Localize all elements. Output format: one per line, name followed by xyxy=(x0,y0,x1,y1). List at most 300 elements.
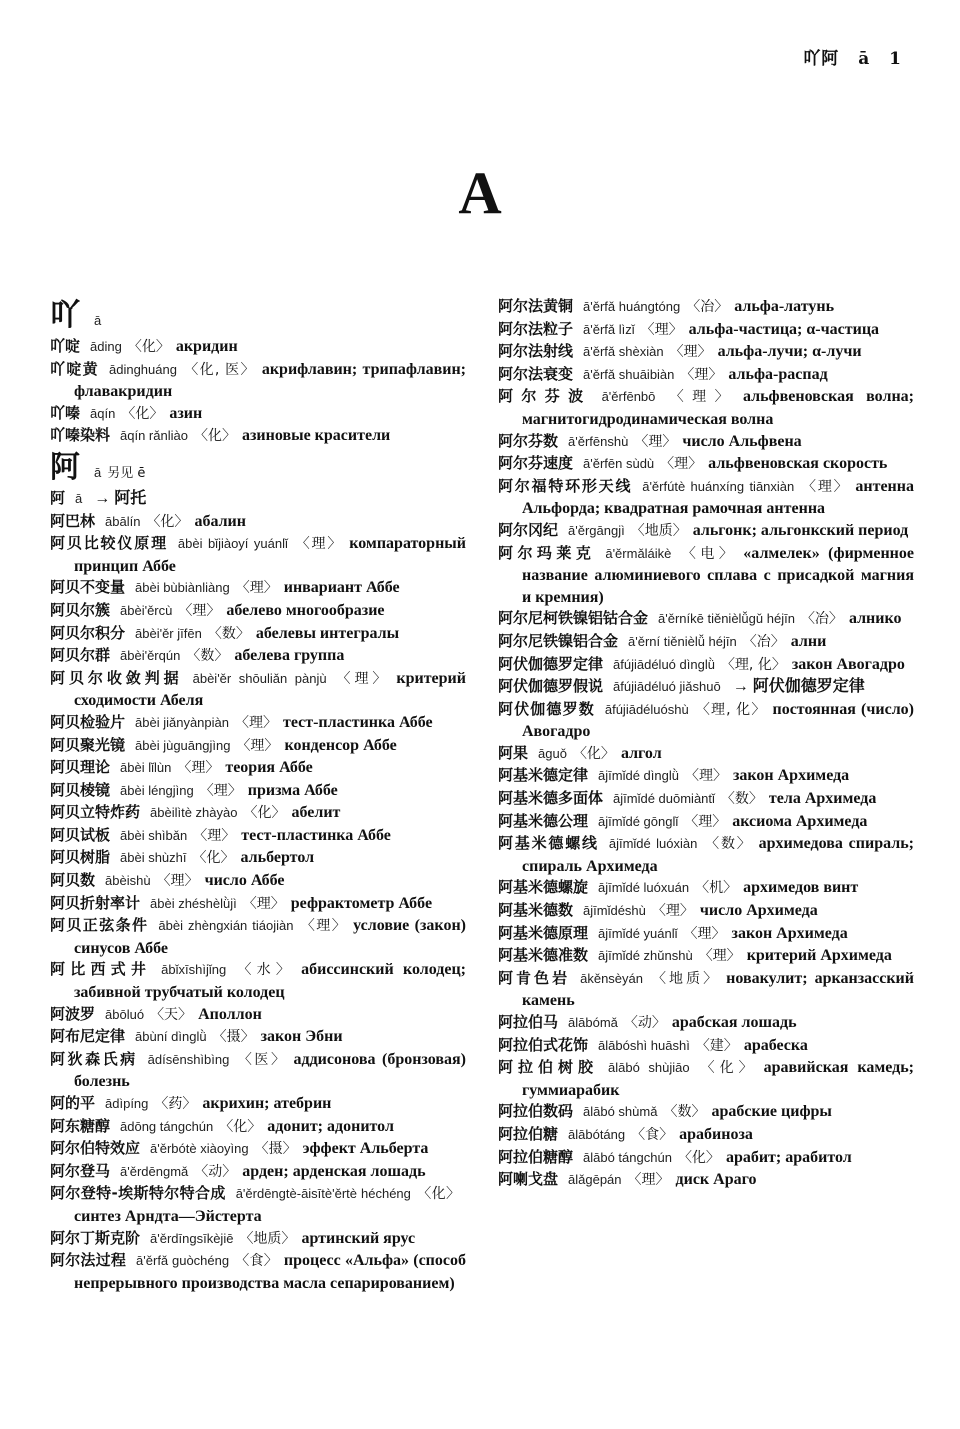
translation: альбертол xyxy=(240,849,315,867)
headword: 阿尔芬数 xyxy=(498,431,559,450)
pinyin: āfújiādéluó dìnglǜ xyxy=(613,656,715,672)
head-character-entry xyxy=(50,448,466,488)
domain-label: 〈电〉 xyxy=(677,545,738,562)
dictionary-entry xyxy=(498,453,914,476)
translation: абалин xyxy=(194,512,246,530)
pinyin: ā'ěrfēn sùdù xyxy=(583,456,655,472)
domain-label: 〈理〉 xyxy=(299,918,348,935)
translation: абелит xyxy=(291,804,341,822)
pinyin: ā'ěrfǎ lìzǐ xyxy=(583,321,635,337)
dictionary-entry xyxy=(50,511,466,534)
dictionary-entry xyxy=(50,359,466,403)
headword: 阿尔伯特效应 xyxy=(50,1139,141,1158)
headword: 阿贝正弦条件 xyxy=(50,916,149,935)
translation: постоянная (число) Авогадро xyxy=(522,700,914,741)
domain-label: 〈冶〉 xyxy=(686,299,729,315)
pinyin: ājīmǐdé luóxiàn xyxy=(608,836,698,852)
translation: тест-пластинка Аббе xyxy=(241,826,391,844)
translation: диск Араго xyxy=(675,1171,757,1189)
headword: 阿贝理论 xyxy=(50,758,111,777)
translation: арабская лошадь xyxy=(671,1014,797,1031)
headword: 阿贝数 xyxy=(50,871,96,890)
translation: аксиома Архимеда xyxy=(732,812,868,830)
pinyin: ābèi jùguāngjìng xyxy=(135,737,231,753)
pinyin: ā'ěrfútè huánxíng tiānxiàn xyxy=(642,478,795,494)
headword: 阿贝不变量 xyxy=(50,578,126,597)
translation: абелево многообразие xyxy=(226,601,385,619)
headword: 阿尔法过程 xyxy=(50,1251,127,1270)
dictionary-entry xyxy=(498,676,914,699)
dictionary-entry xyxy=(498,364,914,387)
page-number: 1 xyxy=(889,49,902,69)
domain-label: 〈建〉 xyxy=(695,1037,738,1054)
head-character-entry xyxy=(50,296,466,336)
translation: альфа-лучи; α-лучи xyxy=(717,343,862,361)
headword: 阿伏伽德罗假说 xyxy=(498,677,604,696)
dictionary-entry xyxy=(498,833,914,877)
pinyin: ā'ěrfēnshù xyxy=(568,433,629,449)
pinyin: ālābómǎ xyxy=(568,1015,618,1030)
headword: 阿基米德定律 xyxy=(498,766,589,785)
domain-label: 〈化〉 xyxy=(677,1149,720,1166)
dictionary-entry xyxy=(498,923,914,946)
translation: альфвеновская скорость xyxy=(708,455,888,473)
domain-label: 〈地质〉 xyxy=(239,1230,296,1247)
dictionary-entry xyxy=(498,877,914,900)
translation: аддисонова (бронзовая) болезнь xyxy=(74,1050,466,1091)
dictionary-entry xyxy=(498,543,914,609)
dictionary-entry xyxy=(498,1057,914,1101)
domain-label: 〈摄〉 xyxy=(212,1029,255,1046)
headword: 阿拉伯数码 xyxy=(498,1102,574,1121)
headword: 吖啶 xyxy=(50,337,81,355)
pinyin: ābèilìtè zhàyào xyxy=(150,805,238,821)
pinyin: ābèi shìbǎn xyxy=(120,827,188,843)
dictionary-entry xyxy=(498,743,914,766)
dictionary-entry xyxy=(50,757,466,780)
domain-label: 〈理〉 xyxy=(669,344,712,361)
translation: адонит; адонитол xyxy=(267,1117,394,1135)
pinyin: ā'ěrfēnbō xyxy=(601,389,656,405)
translation: закон Эбни xyxy=(260,1028,343,1046)
translation: азиновые красители xyxy=(241,427,391,445)
headword: 阿尔玛莱克 xyxy=(498,543,596,562)
dictionary-entry xyxy=(50,1161,466,1184)
headword: 阿尔芬速度 xyxy=(498,454,574,473)
dictionary-entry xyxy=(50,488,466,511)
translation: закон Архимеда xyxy=(731,924,848,942)
headword: 阿拉伯糖醇 xyxy=(498,1147,574,1166)
headword: 阿尔法黄铜 xyxy=(498,297,574,315)
pinyin: ākěnsèyán xyxy=(580,970,643,986)
dictionary-entry xyxy=(50,847,466,870)
cross-reference-note: 另见 ē xyxy=(107,465,146,481)
head-pinyin: ā xyxy=(94,313,102,328)
pinyin: ālǎgēpán xyxy=(568,1172,622,1188)
translation: арден; арденская лошадь xyxy=(242,1162,426,1180)
headword: 阿贝树脂 xyxy=(50,848,111,867)
dictionary-entry xyxy=(50,825,466,848)
headword: 阿 xyxy=(50,488,66,507)
pinyin: ājīmǐdé gōnglǐ xyxy=(598,813,679,829)
translation: критерий сходимости Абеля xyxy=(74,669,466,710)
domain-label: 〈理〉 xyxy=(234,714,277,731)
headword: 阿伏伽德罗定律 xyxy=(498,654,604,673)
pinyin: ājīmǐdé zhǔnshù xyxy=(598,948,693,964)
pinyin: āding xyxy=(90,339,122,354)
translation: ални xyxy=(790,632,827,650)
headword: 阿拉伯糖 xyxy=(498,1124,559,1143)
running-head xyxy=(803,44,902,69)
translation: число Архимеда xyxy=(699,902,818,920)
headword: 阿尔尼柯铁镍铝钴合金 xyxy=(498,609,649,628)
domain-label: 〈理〉 xyxy=(199,782,242,799)
domain-label: 〈化〉 xyxy=(695,1060,758,1077)
translation: теория Аббе xyxy=(225,759,313,777)
pinyin: ā'ěrní tiěnièlǚ héjīn xyxy=(628,633,737,649)
domain-label: 〈化〉 xyxy=(416,1186,461,1203)
headword: 阿拉伯马 xyxy=(498,1013,559,1031)
translation: альфа-частица; α-частица xyxy=(688,320,880,338)
pinyin: ājīmǐdé luóxuán xyxy=(598,880,690,896)
dictionary-entry xyxy=(498,900,914,923)
pinyin: āqín rǎnliào xyxy=(120,428,188,444)
pinyin: ā'ěrbótè xiàoyìng xyxy=(150,1141,249,1157)
translation: синтез Арндта—Эйстерта xyxy=(74,1207,262,1225)
pinyin: ābèishù xyxy=(105,873,151,889)
domain-label: 〈机〉 xyxy=(695,880,738,897)
domain-label: 〈理〉 xyxy=(332,670,391,687)
head-character: 吖 xyxy=(50,298,80,333)
pinyin: āfújiādéluó jiǎshuō xyxy=(613,679,721,695)
headword: 阿拉伯式花饰 xyxy=(498,1035,589,1054)
headword: 阿贝试板 xyxy=(50,825,111,844)
headword: 阿尔福特环形天线 xyxy=(498,476,633,495)
headword: 阿的平 xyxy=(50,1094,96,1112)
translation: арабиноза xyxy=(679,1125,753,1143)
translation: тела Архимеда xyxy=(768,790,877,808)
pinyin: ābèi zhéshèlǜjì xyxy=(150,895,237,911)
headword: 阿果 xyxy=(498,743,529,762)
headword: 阿比西式井 xyxy=(50,960,152,979)
headword: 阿贝比较仪原理 xyxy=(50,534,168,553)
translation: условие (закон) синусов Аббе xyxy=(74,917,466,957)
translation: тест-пластинка Аббе xyxy=(282,713,433,731)
dictionary-entry xyxy=(498,476,914,520)
translation: азин xyxy=(169,404,203,422)
dictionary-entry xyxy=(498,1169,914,1192)
pinyin: ābèi'ěr shōuliǎn pànjù xyxy=(192,670,327,686)
headword: 阿贝检验片 xyxy=(50,712,126,731)
head-pinyin: ā xyxy=(94,464,102,480)
dictionary-entry xyxy=(50,959,466,1003)
running-head-chars: 吖阿 xyxy=(803,49,840,69)
translation: архимедов винт xyxy=(743,879,859,897)
headword: 吖嗪染料 xyxy=(50,426,111,445)
headword: 阿东糖醇 xyxy=(50,1116,111,1135)
dictionary-entry xyxy=(50,336,466,359)
domain-label: 〈理〉 xyxy=(660,456,703,473)
pinyin: ā xyxy=(75,490,83,506)
headword: 阿尔法射线 xyxy=(498,342,574,361)
dictionary-entry xyxy=(50,780,466,803)
headword: 阿尔冈纪 xyxy=(498,520,559,539)
translation: рефрактометр Аббе xyxy=(290,894,433,912)
domain-label: 〈化〉 xyxy=(127,339,170,355)
pinyin: ābùní dìnglǜ xyxy=(135,1029,207,1045)
headword: 吖啶黄 xyxy=(50,359,99,378)
translation: альфа-распад xyxy=(728,365,828,383)
translation: алнико xyxy=(848,610,902,628)
domain-label: 〈理, 化〉 xyxy=(694,701,767,718)
pinyin: ā'ěrfǎ shuāibiàn xyxy=(583,366,675,382)
domain-label: 〈数〉 xyxy=(703,836,753,853)
section-letter: A xyxy=(458,160,502,226)
right-column xyxy=(498,296,914,1192)
headword: 阿喇戈盘 xyxy=(498,1170,559,1189)
dictionary-entry xyxy=(498,319,914,342)
translation: арабеска xyxy=(743,1036,808,1054)
headword: 阿尔芬波 xyxy=(498,387,592,406)
dictionary-entry xyxy=(498,386,914,430)
dictionary-entry xyxy=(50,645,466,668)
pinyin: ābèi jiǎnyànpiàn xyxy=(135,714,229,730)
domain-label: 〈化〉 xyxy=(572,745,615,762)
headword: 阿尔法粒子 xyxy=(498,319,574,338)
domain-label: 〈理〉 xyxy=(680,366,723,383)
domain-label: 〈地质〉 xyxy=(630,522,687,539)
domain-label: 〈药〉 xyxy=(154,1096,197,1112)
headword: 阿贝聚光镜 xyxy=(50,735,126,754)
translation: призма Аббе xyxy=(247,781,338,799)
dictionary-entry xyxy=(498,1012,914,1035)
pinyin: ājīmǐdéshù xyxy=(583,903,646,919)
pinyin: ābèi'ěrqún xyxy=(120,648,181,664)
dictionary-entry xyxy=(50,1049,466,1093)
pinyin: ādinghuáng xyxy=(108,361,177,377)
domain-label: 〈动〉 xyxy=(194,1163,237,1180)
left-column xyxy=(50,296,466,1294)
domain-label: 〈冶〉 xyxy=(800,611,843,628)
domain-label: 〈理, 化〉 xyxy=(720,656,786,673)
domain-label: 〈理〉 xyxy=(177,760,220,777)
domain-label: 〈化〉 xyxy=(146,513,189,530)
headword: 阿狄森氏病 xyxy=(50,1049,138,1068)
domain-label: 〈食〉 xyxy=(235,1253,278,1270)
pinyin: ā'ěrfǎ shèxiàn xyxy=(583,344,664,360)
translation: акрифлавин; трипафлавин; флавакридин xyxy=(74,360,466,401)
translation: алгол xyxy=(620,744,662,762)
translation: арабит; арабитол xyxy=(725,1148,852,1166)
pinyin: ā'ěrmǎláikè xyxy=(605,545,672,561)
pinyin: ājīmǐdé yuánlǐ xyxy=(598,925,678,941)
headword: 阿波罗 xyxy=(50,1004,96,1023)
dictionary-entry xyxy=(50,668,466,712)
dictionary-entry xyxy=(50,915,466,959)
headword: 阿尔登特-埃斯特尔特合成 xyxy=(50,1184,226,1203)
translation: число Аббе xyxy=(204,872,285,890)
dictionary-entry xyxy=(498,631,914,654)
headword: 阿伏伽德罗数 xyxy=(498,699,595,718)
domain-label: 〈理〉 xyxy=(640,321,683,338)
translation: Аполлон xyxy=(198,1005,262,1023)
dictionary-entry xyxy=(498,1101,914,1124)
dictionary-entry xyxy=(50,600,466,623)
translation: «алмелек» (фирменное название алюминиевого сплава с присадкой магния и кремния) xyxy=(522,544,914,606)
headword: 阿拉伯树胶 xyxy=(498,1058,599,1077)
translation: новакулит; арканзасский камень xyxy=(522,969,914,1010)
headword: 阿尔登马 xyxy=(50,1161,111,1180)
pinyin: ā'ěrgāngjì xyxy=(568,522,625,538)
translation: закон Архимеда xyxy=(732,767,850,785)
dictionary-entry xyxy=(50,1026,466,1049)
translation: критерий Архимеда xyxy=(746,947,892,965)
translation: альфвеновская волна; магнитогидродинамическая волна xyxy=(522,388,914,428)
domain-label: 〈化, 医〉 xyxy=(182,361,256,378)
headword: 阿基米德螺线 xyxy=(498,834,599,853)
domain-label: 〈化〉 xyxy=(192,850,235,867)
head-character: 阿 xyxy=(50,449,80,485)
domain-label: 〈天〉 xyxy=(150,1006,193,1023)
domain-label: 〈理〉 xyxy=(178,602,221,619)
dictionary-entry xyxy=(50,870,466,893)
domain-label: 〈理〉 xyxy=(235,580,278,597)
headword: 阿贝尔簇 xyxy=(50,600,111,619)
dictionary-entry xyxy=(50,893,466,916)
translation: абелева группа xyxy=(234,647,345,665)
translation: акридин xyxy=(175,338,238,355)
pinyin: ālābótáng xyxy=(568,1126,626,1142)
translation: → 阿伏伽德罗定律 xyxy=(732,678,865,696)
pinyin: ābǐxīshìjǐng xyxy=(161,962,227,978)
dictionary-entry xyxy=(50,735,466,758)
dictionary-entry xyxy=(498,608,914,631)
pinyin: ā'ěrfǎ huángtóng xyxy=(583,299,681,314)
pinyin: ādōng tángchún xyxy=(120,1118,214,1134)
domain-label: 〈理〉 xyxy=(661,389,737,406)
headword: 阿布尼定律 xyxy=(50,1027,126,1046)
running-head-pinyin: ā xyxy=(858,49,871,69)
translation: абиссинский колодец; забивной трубчатый колодец xyxy=(74,961,466,1002)
translation: альфа-латунь xyxy=(734,298,835,315)
translation: архимедова спираль; спираль Архимеда xyxy=(522,835,915,875)
translation: альгонк; альгонкский период xyxy=(692,521,909,539)
dictionary-entry xyxy=(498,811,914,834)
dictionary-entry xyxy=(50,1138,466,1161)
dictionary-entry xyxy=(498,296,914,319)
pinyin: āfújiādéluóshù xyxy=(604,701,689,717)
domain-label: 〈理〉 xyxy=(236,737,279,754)
domain-label: 〈理〉 xyxy=(156,873,199,890)
translation: конденсор Аббе xyxy=(284,736,397,754)
dictionary-entry xyxy=(50,1004,466,1027)
headword: 阿贝尔收敛判据 xyxy=(50,668,183,687)
domain-label: 〈化〉 xyxy=(243,805,286,822)
domain-label: 〈数〉 xyxy=(663,1104,706,1121)
dictionary-entry xyxy=(50,1228,466,1251)
domain-label: 〈理〉 xyxy=(684,768,727,785)
pinyin: ābèi shùzhī xyxy=(120,850,187,866)
dictionary-entry xyxy=(50,712,466,735)
pinyin: ābālín xyxy=(105,513,141,529)
headword: 吖嗪 xyxy=(50,403,81,422)
dictionary-entry xyxy=(50,1093,466,1116)
dictionary-entry xyxy=(498,654,914,677)
headword: 阿贝棱镜 xyxy=(50,780,111,799)
pinyin: āguǒ xyxy=(538,745,567,761)
headword: 阿基米德螺旋 xyxy=(498,878,589,897)
translation: компараторный принцип Аббе xyxy=(74,535,466,575)
pinyin: ā'ěrdēngmǎ xyxy=(120,1163,189,1179)
headword: 阿尔法衰变 xyxy=(498,364,574,383)
pinyin: ālābó shùjiāo xyxy=(608,1060,690,1076)
domain-label: 〈理〉 xyxy=(293,536,344,553)
pinyin: ābèi bǐjiàoyí yuánlǐ xyxy=(177,536,288,552)
pinyin: āqín xyxy=(90,405,116,421)
domain-label: 〈理〉 xyxy=(634,433,677,450)
domain-label: 〈冶〉 xyxy=(742,633,785,650)
translation: процесс «Альфа» (способ непрерывного производства масла сепарированием) xyxy=(74,1252,466,1292)
pinyin: ābèi zhèngxián tiáojiàn xyxy=(158,918,294,934)
domain-label: 〈动〉 xyxy=(623,1015,666,1031)
translation: артинский ярус xyxy=(301,1229,416,1247)
domain-label: 〈理〉 xyxy=(684,813,727,830)
translation: акрихин; атебрин xyxy=(202,1095,332,1112)
translation: антенна Альфорда; квадратная рамочная антенна xyxy=(522,477,914,518)
headword: 阿贝尔群 xyxy=(50,646,111,665)
dictionary-entry xyxy=(50,802,466,825)
pinyin: ā'ěrdīngsīkèjiē xyxy=(150,1230,234,1246)
headword: 阿基米德公理 xyxy=(498,811,589,830)
translation: абелевы интегралы xyxy=(255,624,400,642)
pinyin: ābèi bùbiànliàng xyxy=(135,580,230,596)
dictionary-entry xyxy=(498,1035,914,1058)
translation: → 阿托 xyxy=(94,489,147,507)
headword: 阿尔丁斯克阶 xyxy=(50,1228,141,1247)
domain-label: 〈理〉 xyxy=(242,895,285,912)
domain-label: 〈理〉 xyxy=(193,827,236,844)
pinyin: ālābó shùmǎ xyxy=(583,1104,658,1120)
dictionary-entry xyxy=(50,1116,466,1139)
pinyin: ābōluó xyxy=(105,1006,145,1022)
pinyin: ādísēnshìbìng xyxy=(147,1051,230,1067)
headword: 阿基米德多面体 xyxy=(498,789,604,808)
pinyin: ābèi léngjìng xyxy=(120,782,194,798)
domain-label: 〈化〉 xyxy=(121,405,164,422)
dictionary-entry xyxy=(498,520,914,543)
pinyin: ālābó tángchún xyxy=(583,1149,672,1165)
dictionary-entry xyxy=(50,1250,466,1294)
dictionary-entry xyxy=(498,968,914,1012)
dictionary-entry xyxy=(50,403,466,426)
pinyin: ā'ěrfǎ guòchéng xyxy=(136,1253,230,1269)
dictionary-entry xyxy=(498,341,914,364)
domain-label: 〈数〉 xyxy=(207,625,250,642)
domain-label: 〈化〉 xyxy=(193,428,236,445)
pinyin: ājīmǐdé dìnglǜ xyxy=(598,768,679,784)
translation: эффект Альберта xyxy=(302,1140,429,1158)
domain-label: 〈数〉 xyxy=(186,648,229,665)
pinyin: ājīmǐdé duōmiàntǐ xyxy=(613,791,715,807)
dictionary-entry xyxy=(498,765,914,788)
translation: число Альфвена xyxy=(682,432,802,450)
headword: 阿尔尼铁镍铝合金 xyxy=(498,631,619,650)
domain-label: 〈水〉 xyxy=(232,962,296,979)
headword: 阿基米德准数 xyxy=(498,946,589,965)
headword: 阿基米德原理 xyxy=(498,923,589,942)
headword: 阿肯色岩 xyxy=(498,968,571,987)
domain-label: 〈食〉 xyxy=(631,1126,674,1143)
